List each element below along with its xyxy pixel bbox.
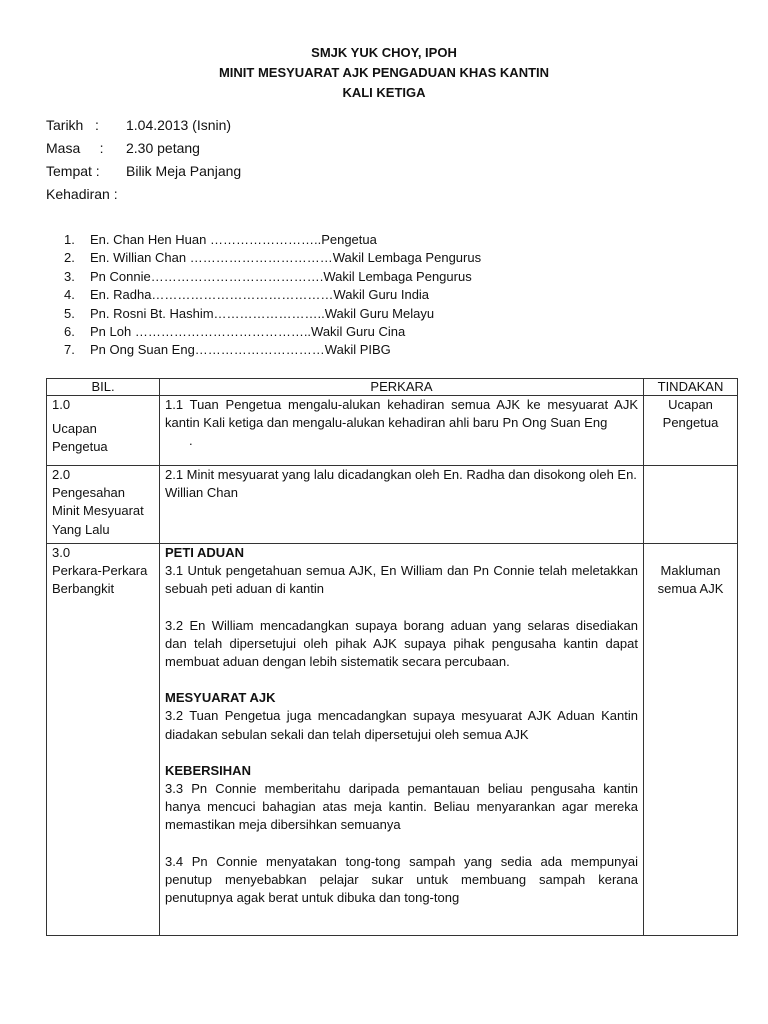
perkara-cell <box>160 466 644 544</box>
tindakan-header: TINDAKAN <box>644 379 738 396</box>
item-title: Perkara-Perkara Berbangkit <box>52 563 148 597</box>
item-title: Ucapan Pengetua <box>52 421 108 455</box>
meeting-session: KALI KETIGA <box>342 85 426 100</box>
list-item: 1. En. Chan Hen Huan ……………………..Pengetua <box>64 232 377 247</box>
list-item: 3. Pn Connie………………………………….Wakil Lembaga Pengurus <box>64 268 472 284</box>
tarikh-row <box>46 114 241 137</box>
school-name: SMJK YUK CHOY, IPOH <box>311 45 457 60</box>
bil-cell <box>47 396 160 466</box>
table-row <box>47 396 738 466</box>
tempat-row <box>46 160 241 183</box>
kehadiran-row <box>46 183 241 206</box>
list-item: 5. Pn. Rosni Bt. Hashim……………………..Wakil Guru Melayu <box>64 305 435 321</box>
paragraph: 3.2 En William mencadangkan supaya borang aduan yang selaras disediakan dan telah dipersetujui oleh pihak AJK supaya pihak pengusaha kantin dapat membuat aduan dengan lebih sistematik secara percubaan. <box>165 617 638 670</box>
masa-label: Masa : <box>46 140 104 156</box>
masa-row <box>46 137 241 160</box>
perkara-header: PERKARA <box>160 379 644 396</box>
list-item: 6. Pn Loh …………………………………..Wakil Guru Cina <box>64 324 406 340</box>
perkara-cell <box>160 396 644 466</box>
tarikh-label: Tarikh : <box>46 117 99 133</box>
table-row <box>47 466 738 544</box>
paragraph: 3.1 Untuk pengetahuan semua AJK, En William dan Pn Connie telah meletakkan sebuah peti aduan di kantin <box>165 563 638 597</box>
paragraph: . <box>189 433 193 449</box>
attendee-list <box>64 231 481 360</box>
item-title: Pengesahan Minit Mesyuarat Yang Lalu <box>52 485 144 537</box>
masa-value: 2.30 petang <box>126 140 200 156</box>
tempat-value: Bilik Meja Panjang <box>126 163 242 179</box>
perkara-cell <box>160 544 644 936</box>
tindakan-text: Ucapan Pengetua <box>662 397 719 431</box>
document-title: MINIT MESYUARAT AJK PENGADUAN KHAS KANTIN <box>218 65 550 80</box>
table-header-row <box>47 379 738 396</box>
item-number: 3.0 <box>52 545 71 560</box>
paragraph: 3.4 Pn Connie menyatakan tong-tong sampah yang sedia ada mempunyai penutup menyebabkan pelajar sukar untuk membuang sampah kerana penutupnya agak berat untuk dibuka dan tong-tong <box>165 853 638 906</box>
document-header <box>0 43 768 103</box>
paragraph: 1.1 Tuan Pengetua mengalu-alukan kehadiran semua AJK ke mesyuarat AJK kantin Kali ketiga dan mengalu-alukan kehadiran ahli baru Pn Ong Suan Eng <box>165 397 638 431</box>
meeting-details <box>46 114 241 206</box>
paragraph: 2.1 Minit mesyuarat yang lalu dicadangkan oleh En. Radha dan disokong oleh En. Willian Chan <box>165 467 637 501</box>
section-heading: MESYUARAT AJK <box>165 690 276 706</box>
tempat-label: Tempat : <box>46 163 100 179</box>
item-number: 2.0 <box>52 467 71 482</box>
list-item: 7. Pn Ong Suan Eng…………………………Wakil PIBG <box>64 342 391 358</box>
bil-cell <box>47 466 160 544</box>
minutes-table <box>46 378 738 936</box>
tindakan-text: Makluman semua AJK <box>657 563 724 597</box>
table-row <box>47 544 738 936</box>
list-item: 2. En. Willian Chan ……………………………Wakil Lembaga Pengurus <box>64 250 482 266</box>
tarikh-value: 1.04.2013 (Isnin) <box>126 117 232 133</box>
tindakan-cell <box>644 396 738 466</box>
list-item: 4. En. Radha……………………………………Wakil Guru India <box>64 287 430 303</box>
section-heading: KEBERSIHAN <box>165 762 251 778</box>
bil-header: BIL. <box>47 379 160 396</box>
tindakan-cell <box>644 544 738 936</box>
paragraph: 3.3 Pn Connie memberitahu daripada pemantauan beliau pengusaha kantin hanya mencuci bahagian atas meja kantin. Beliau menyarankan agar mereka memastikan meja dibersihkan semuanya <box>165 781 638 833</box>
bil-cell <box>47 544 160 936</box>
tindakan-cell <box>644 466 738 544</box>
item-number: 1.0 <box>52 397 71 412</box>
kehadiran-label: Kehadiran : <box>46 186 118 202</box>
section-heading: PETI ADUAN <box>165 545 244 560</box>
paragraph: 3.2 Tuan Pengetua juga mencadangkan supaya mesyuarat AJK Aduan Kantin diadakan sebulan sekali dan telah dipersetujui oleh semua AJK <box>165 708 638 742</box>
